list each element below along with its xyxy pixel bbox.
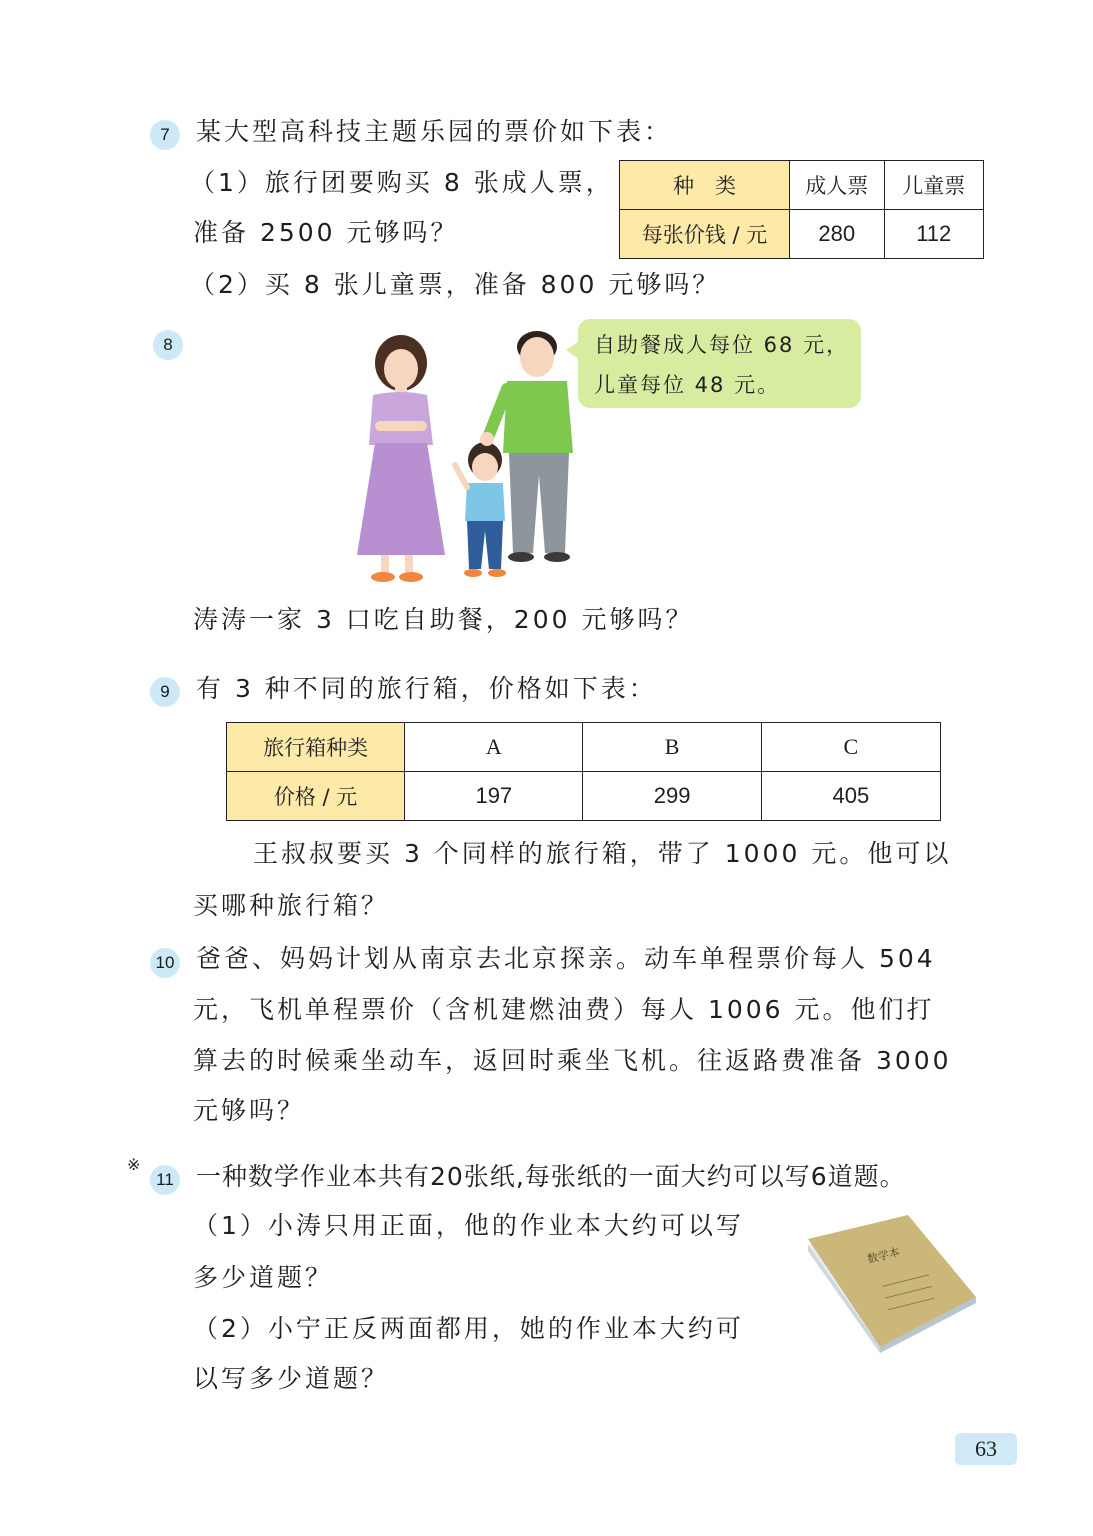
q10-line2: 元，飞机单程票价（含机建燃油费）每人 1006 元。他们打 [193,995,935,1024]
family-illustration [355,325,585,585]
q10-line3: 算去的时候乘坐动车，返回时乘坐飞机。往返路费准备 3000 [193,1046,952,1075]
table-header-child: 儿童票 [884,161,984,210]
table-header-b: B [583,723,761,772]
q8-question: 涛涛一家 3 口吃自助餐，200 元够吗？ [193,605,694,634]
table-cell-price-b: 299 [583,772,761,821]
optional-mark: ※ [127,1155,141,1174]
q11-part2-line2: 以写多少道题？ [193,1364,390,1393]
q7-stem: 某大型高科技主题乐园的票价如下表： [196,117,673,146]
suitcase-price-table [226,722,941,821]
q11-stem: 一种数学作业本共有20张纸,每张纸的一面大约可以写6道题。 [196,1162,906,1191]
q10-line1: 爸爸、妈妈计划从南京去北京探亲。动车单程票价每人 504 [196,944,936,973]
table-row-label-price: 每张价钱 / 元 [620,210,790,259]
page-number: 63 [955,1433,1017,1465]
notebook-title: 数学本 [865,1245,902,1267]
bubble-line-2: 儿童每位 48 元。 [594,373,781,397]
q7-part2: （2）买 8 张儿童票，准备 800 元够吗？ [190,270,721,299]
question-number-10: 10 [150,948,180,978]
q11-part1-line1: （1）小涛只用正面，他的作业本大约可以写 [193,1211,744,1240]
notebook-illustration [800,1215,980,1360]
q11-part2-line1: （2）小宁正反两面都用，她的作业本大约可 [193,1314,744,1343]
child-figure [455,442,506,577]
question-number-9: 9 [150,677,180,707]
table-cell-price-a: 197 [405,772,583,821]
q10-line4: 元够吗？ [193,1096,306,1125]
table-header-suitcase-type: 旅行箱种类 [227,723,405,772]
q7-part1-line2: 准备 2500 元够吗？ [193,218,459,247]
bubble-line-1: 自助餐成人每位 68 元， [594,333,850,357]
table-row-label-price: 价格 / 元 [227,772,405,821]
q7-part1-line1: （1）旅行团要购买 8 张成人票， [190,168,614,197]
mother-figure [357,335,445,582]
ticket-price-table [619,160,984,259]
table-header-a: A [405,723,583,772]
table-cell-adult-price: 280 [789,210,884,259]
question-number-11: 11 [150,1165,180,1195]
question-number-7: 7 [150,120,180,150]
table-header-c: C [761,723,940,772]
q9-stem: 有 3 种不同的旅行箱，价格如下表： [196,674,657,703]
table-cell-child-price: 112 [884,210,984,259]
q11-part1-line2: 多少道题？ [193,1263,334,1292]
q9-text-line1: 王叔叔要买 3 个同样的旅行箱，带了 1000 元。他可以 [253,839,952,868]
table-header-type: 种 类 [620,161,790,210]
speech-bubble [578,319,861,408]
q9-text-line2: 买哪种旅行箱？ [193,891,390,920]
question-number-8: 8 [153,330,183,360]
table-header-adult: 成人票 [789,161,884,210]
table-cell-price-c: 405 [761,772,940,821]
